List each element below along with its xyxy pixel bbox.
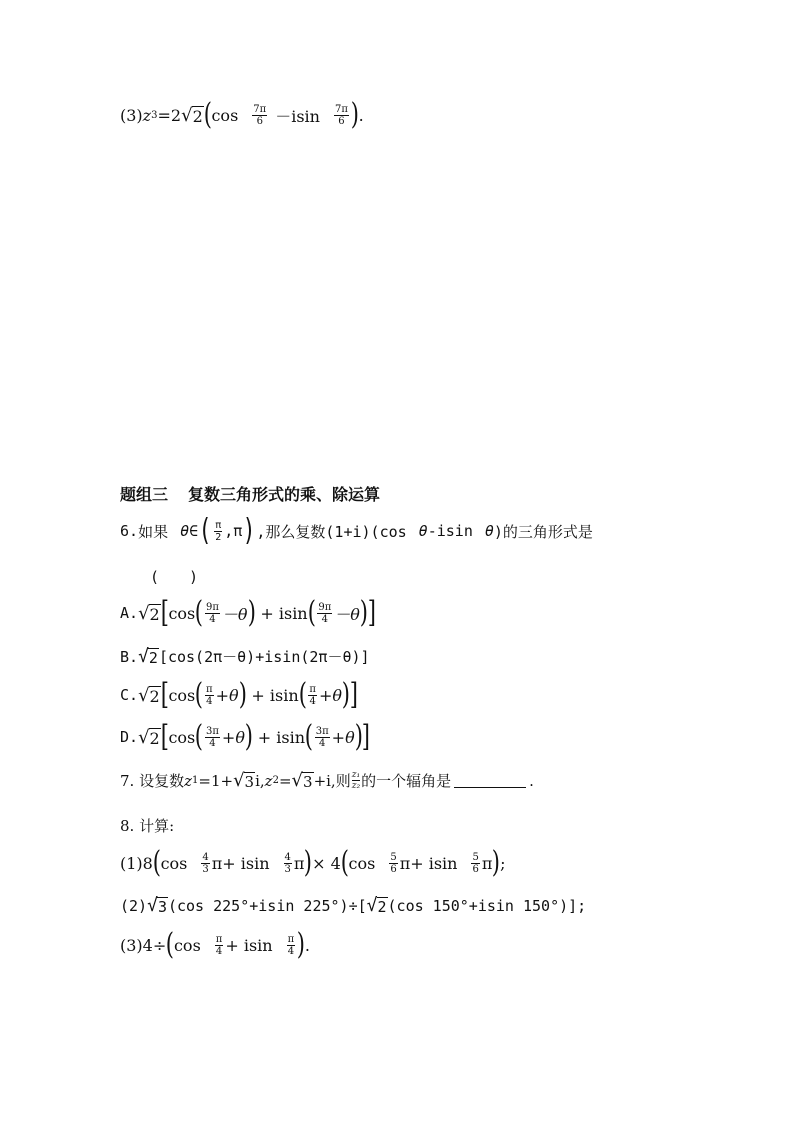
question-8-part-3: (3)4÷ ( cos $\frac{\pi}{4}$ + isin $\frac{\pi}{4}$ ) . — [120, 927, 310, 962]
question-text: 8. 计算: — [120, 817, 175, 835]
question-8-part-2: (2) √ 3 (cos 225°+isin 225°)÷[ √ 2 (cos 150°+isin 150°)]; — [120, 895, 587, 916]
theta: θ — [484, 522, 494, 540]
fraction: $\frac{7\pi}{6}$ — [334, 103, 348, 127]
sqrt: √ 2 — [138, 726, 160, 748]
element-of: ∈ — [189, 522, 199, 540]
question-number: 6. — [120, 522, 139, 540]
question-text: -isin — [427, 522, 473, 540]
sqrt: √ 2 — [138, 602, 160, 624]
option-a[interactable]: A. √ 2 [ cos ( $\frac{9\pi}{4}$ －θ ) + isin ( $\frac{9\pi}{4}$ －θ ) ] — [120, 595, 376, 630]
fraction: $\frac{\pi}{2}$ — [215, 519, 222, 543]
sqrt: √ 2 — [181, 104, 203, 126]
subscript: 3 — [151, 109, 158, 121]
paren-open: ( — [203, 97, 212, 132]
section-title — [120, 482, 380, 505]
isin-text: －isin — [275, 106, 320, 126]
question-6 — [120, 513, 593, 548]
section-name: 复数三角形式的乘、除运算 — [188, 485, 381, 504]
period: . — [358, 105, 364, 125]
option-label: D. — [120, 728, 139, 746]
question-8-title — [120, 815, 174, 836]
cos-text: cos — [211, 105, 239, 125]
option-b[interactable] — [120, 646, 370, 667]
fraction: $\frac{\text{z₁}}{\text{z₂}}$ — [351, 770, 361, 791]
item-label: (3) — [120, 105, 143, 125]
option-label: B. — [120, 647, 139, 666]
sqrt: √ 2 — [138, 684, 160, 706]
var-z: z — [142, 105, 152, 125]
option-c[interactable]: C. √ 2 [ cos ( $\frac{\pi}{4}$ +θ ) + isin ( $\frac{\pi}{4}$ +θ ) ] — [120, 677, 358, 712]
answer-line-3 — [120, 97, 364, 132]
paren-open: ( — [198, 513, 212, 548]
question-text: )的三角形式是 — [493, 522, 593, 541]
answer-blank[interactable] — [454, 773, 526, 788]
fraction: $\frac{7\pi}{6}$ — [253, 103, 267, 127]
section-number: 题组三 — [120, 485, 169, 504]
bracket-close: ] — [367, 595, 376, 630]
question-text: 如果 — [138, 522, 169, 541]
theta: θ — [180, 522, 190, 540]
sqrt: √ 2 — [138, 646, 158, 667]
answer-blank: ( ) — [150, 568, 199, 586]
option-label: A. — [120, 604, 139, 622]
option-label: C. — [120, 686, 139, 704]
question-7: 7. 设复数 z 1 =1+ √ 3 i, z 2 = √ 3 +i,则 $\frac{\text{z₁}}{\text{z₂}}$ 的一个辐角是 . — [120, 770, 534, 791]
theta: θ — [418, 522, 428, 540]
question-8-part-1: (1)8 ( cos $\frac{4}{3}$ π + isin $\frac{4}{3}$ π ) × 4 ( cos $\frac{5}{6}$ π + isin $\frac{5}{6}$ π ) ; — [120, 845, 506, 880]
equals: =2 — [157, 105, 182, 125]
radicand: 2 — [192, 106, 203, 126]
interval-end: ,π — [224, 522, 243, 540]
option-d[interactable]: D. √ 2 [ cos ( $\frac{3\pi}{4}$ +θ ) + isin ( $\frac{3\pi}{4}$ +θ ) ] — [120, 719, 371, 754]
paren-close: ) — [243, 513, 256, 548]
paren-close: ) — [350, 97, 359, 132]
question-text: 的一个辐角是 — [361, 772, 452, 790]
answer-paren — [150, 566, 198, 587]
question-text: 7. 设复数 — [120, 772, 185, 790]
option-text: [cos(2π－θ)+isin(2π－θ)] — [158, 648, 370, 666]
bracket-open: [ — [160, 595, 169, 630]
question-text: ,那么复数(1+i)(cos — [256, 522, 407, 541]
